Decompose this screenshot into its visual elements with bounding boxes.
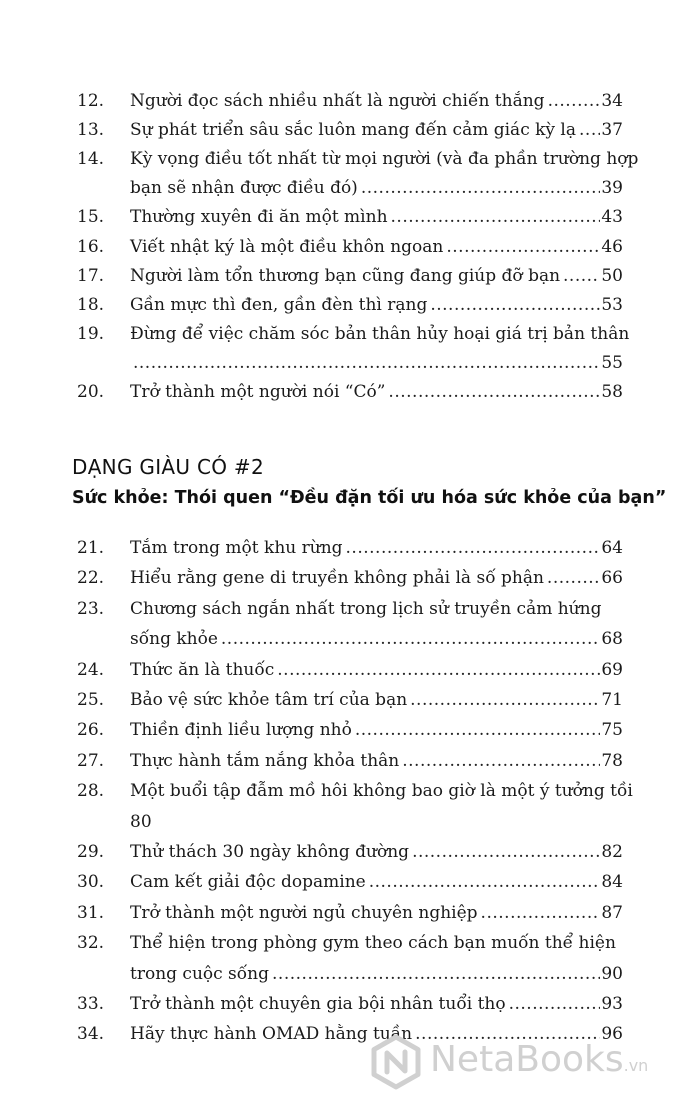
toc-entry-line [0, 202, 700, 232]
toc-entry-number: 21. [77, 538, 105, 558]
dot-leader [481, 898, 601, 928]
toc-entry-title: Đừng để việc chăm sóc bản thân hủy hoại giá trị bản thân [130, 323, 630, 344]
toc-entry-title: Trở thành một chuyên gia bội nhân tuổi thọ [130, 994, 506, 1014]
toc-entry-number: 34. [77, 1024, 105, 1045]
toc-entry-line [0, 290, 700, 320]
toc-entry-number: 33. [77, 994, 105, 1014]
toc-entry-line [0, 115, 700, 145]
watermark [360, 1032, 680, 1092]
toc-entry-page: 37 [601, 120, 623, 141]
toc-entry-line [0, 928, 700, 958]
toc-entry-page: 34 [601, 91, 623, 111]
dot-leader [547, 563, 600, 593]
netabooks-logo-icon [368, 1034, 424, 1090]
toc-entry-number: 16. [77, 236, 105, 257]
toc-entry-line [0, 624, 700, 654]
dot-leader [402, 746, 600, 776]
toc-entry-number: 18. [77, 294, 105, 315]
toc-entry-line [0, 319, 700, 349]
toc-entry-title: Thức ăn là thuốc [130, 659, 275, 680]
toc-entry-title: Người đọc sách nhiều nhất là người chiến thắng [130, 91, 545, 111]
toc-entry-title: Trở thành một người ngủ chuyên nghiệp [130, 902, 478, 923]
toc-entry-title: Trở thành một người nói “Có” [130, 382, 386, 402]
toc-entry-number: 28. [77, 781, 105, 802]
toc-entry-line [0, 807, 700, 837]
toc-entry-title: Sự phát triển sâu sắc luôn mang đến cảm giác kỳ lạ [130, 120, 577, 141]
dot-leader [361, 173, 601, 203]
dot-leader [412, 837, 600, 867]
toc-entry-page: 71 [601, 690, 623, 710]
toc-entry-line [0, 232, 700, 262]
toc-entry-line [0, 144, 700, 174]
section-title: DẠNG GIÀU CÓ #2 [72, 455, 265, 479]
dot-leader [221, 624, 600, 654]
toc-entry-number: 27. [77, 750, 105, 771]
toc-entry-title: sống khỏe [130, 629, 218, 650]
dot-leader [346, 533, 601, 563]
toc-entry-page: 82 [601, 842, 623, 862]
toc-entry-title: Thử thách 30 ngày không đường [130, 842, 410, 862]
toc-entry-title: trong cuộc sống [130, 963, 270, 984]
toc-entry-number: 24. [77, 659, 105, 680]
toc-entry-line [0, 655, 700, 685]
toc-entry-number: 17. [77, 265, 105, 286]
toc-entry-line [0, 746, 700, 776]
dot-leader [579, 115, 600, 145]
toc-entry-number: 20. [77, 382, 105, 402]
toc-entry-number: 22. [77, 568, 105, 589]
watermark-text [430, 1038, 648, 1088]
toc-entry-page: 87 [601, 902, 623, 923]
dot-leader [410, 685, 600, 715]
toc-entry-page: 96 [601, 1024, 623, 1045]
toc-entry-line [0, 261, 700, 291]
toc-entry-page: 43 [601, 207, 623, 228]
toc-entry-page: 39 [601, 178, 623, 199]
toc-entry-title: Tắm trong một khu rừng [130, 538, 343, 558]
toc-entry-page: 84 [601, 872, 623, 893]
toc-entry-page: 68 [601, 629, 623, 650]
toc-entry-page: 75 [601, 720, 623, 741]
watermark-suffix: .vn [623, 1056, 649, 1075]
toc-entry-title: Người làm tổn thương bạn cũng đang giúp đỡ bạn [130, 265, 561, 286]
toc-entry-title: Hãy thực hành OMAD hằng tuần [130, 1024, 413, 1045]
toc-entry-page: 50 [601, 265, 623, 286]
dot-leader [548, 86, 601, 116]
toc-entry-number: 12. [77, 91, 105, 111]
toc-entry-line [0, 776, 700, 806]
toc-entry-line [0, 867, 700, 897]
toc-entry-line [0, 959, 700, 989]
toc-entry-line [0, 685, 700, 715]
dot-leader [509, 989, 601, 1019]
watermark-brand: NetaBooks [430, 1039, 624, 1080]
dot-leader [369, 867, 601, 897]
toc-entry-line [0, 989, 700, 1019]
toc-entry-page: 66 [601, 568, 623, 589]
toc-entry-page: 58 [601, 382, 623, 402]
toc-entry-line [0, 533, 700, 563]
toc-entry-number: 15. [77, 207, 105, 228]
toc-entry-line [0, 173, 700, 203]
dot-leader [446, 232, 600, 262]
toc-entry-page: 69 [601, 659, 623, 680]
dot-leader [355, 715, 601, 745]
toc-entry-title: Cam kết giải độc dopamine [130, 872, 366, 893]
toc-entry-number: 23. [77, 598, 105, 619]
toc-entry-line [0, 348, 700, 378]
toc-entry-title: Kỳ vọng điều tốt nhất từ mọi người (và đa phần trường hợp [130, 149, 639, 170]
toc-entry-line [0, 898, 700, 928]
toc-entry-line [0, 563, 700, 593]
dot-leader [277, 655, 600, 685]
toc-entry-title: Viết nhật ký là một điều khôn ngoan [130, 236, 444, 257]
toc-entry-page: 93 [601, 994, 623, 1014]
dot-leader [272, 959, 600, 989]
toc-entry-title: Gần mực thì đen, gần đèn thì rạng [130, 294, 428, 315]
toc-entry-number: 25. [77, 690, 105, 710]
toc-entry-page: 46 [601, 236, 623, 257]
toc-entry-number: 30. [77, 872, 105, 893]
toc-entry-number: 14. [77, 149, 105, 170]
toc-entry-number: 31. [77, 902, 105, 923]
toc-entry-number: 32. [77, 933, 105, 954]
toc-entry-title: Thiền định liều lượng nhỏ [130, 720, 352, 741]
toc-entry-line [0, 837, 700, 867]
toc-entry-line [0, 377, 700, 407]
dot-leader [391, 202, 601, 232]
dot-leader [133, 348, 600, 378]
toc-entry-title: Thường xuyên đi ăn một mình [130, 207, 388, 228]
toc-entry-number: 13. [77, 120, 105, 141]
toc-entry-page: 64 [601, 538, 623, 558]
dot-leader [563, 261, 600, 291]
toc-entry-title: Thực hành tắm nắng khỏa thân [130, 750, 400, 771]
toc-entry-page: 53 [601, 294, 623, 315]
toc-entry-title: bạn sẽ nhận được điều đó) [130, 178, 358, 199]
toc-entry-line [0, 86, 700, 116]
toc-entry-title: 80 [130, 811, 152, 832]
toc-entry-title: Chương sách ngắn nhất trong lịch sử truyền cảm hứng [130, 598, 602, 619]
toc-entry-title: Thể hiện trong phòng gym theo cách bạn muốn thể hiện [130, 933, 616, 954]
toc-entry-title: Một buổi tập đẫm mồ hôi không bao giờ là một ý tưởng tồi [130, 781, 633, 802]
toc-entry-title: Bảo vệ sức khỏe tâm trí của bạn [130, 690, 408, 710]
toc-entry-number: 29. [77, 842, 105, 862]
dot-leader [388, 377, 600, 407]
dot-leader [430, 290, 600, 320]
section-subtitle: Sức khỏe: Thói quen “Đều đặn tối ưu hóa sức khỏe của bạn” [72, 488, 667, 508]
toc-entry-number: 26. [77, 720, 105, 741]
toc-entry-title: Hiểu rằng gene di truyền không phải là số phận [130, 568, 544, 589]
toc-entry-number: 19. [77, 323, 105, 344]
toc-entry-page: 55 [601, 352, 623, 373]
toc-entry-page: 90 [601, 963, 623, 984]
toc-entry-line [0, 715, 700, 745]
toc-entry-page: 78 [601, 750, 623, 771]
toc-entry-line [0, 594, 700, 624]
